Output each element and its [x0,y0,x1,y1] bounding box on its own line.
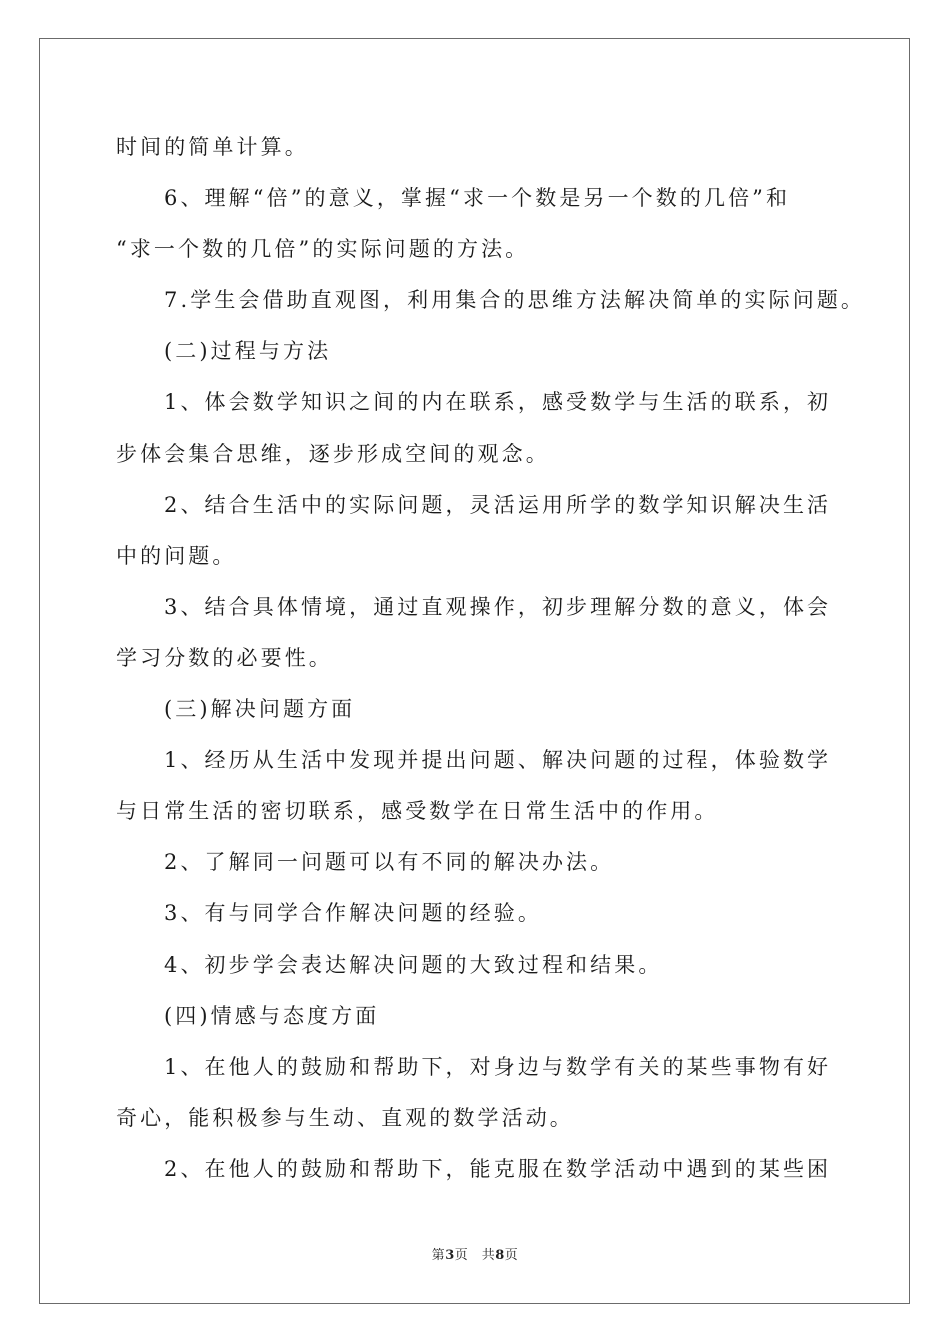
page-label-mid: 页 共 [454,1248,496,1263]
current-page-number: 3 [445,1248,455,1263]
page-label-prefix: 第 [431,1248,446,1263]
text-line: 学习分数的必要性。 [116,645,333,670]
text-line: 1、在他人的鼓励和帮助下，对身边与数学有关的某些事物有好 [164,1054,832,1079]
text-line: 2、了解同一问题可以有不同的解决办法。 [164,850,615,875]
text-line: 2、在他人的鼓励和帮助下，能克服在数学活动中遇到的某些困 [164,1156,832,1181]
text-line: 2、结合生活中的实际问题，灵活运用所学的数学知识解决生活 [164,492,832,517]
section-heading: (二)过程与方法 [164,339,332,364]
text-line: 奇心，能积极参与生动、直观的数学活动。 [116,1105,574,1130]
text-line: 6、理解“倍”的意义，掌握“求一个数是另一个数的几倍”和 [164,186,791,211]
text-line: 时间的简单计算。 [116,135,309,159]
text-line: 4、初步学会表达解决问题的大致过程和结果。 [164,952,663,977]
document-body [116,122,866,1195]
text-line: 中的问题。 [116,543,237,568]
text-line: 与日常生活的密切联系，感受数学在日常生活中的作用。 [116,799,719,824]
page-footer [0,1244,950,1263]
text-line: 7.学生会借助直观图，利用集合的思维方法解决简单的实际问题。 [164,288,866,313]
section-heading: (三)解决问题方面 [164,697,356,722]
text-line: 3、结合具体情境，通过直观操作，初步理解分数的意义，体会 [164,594,832,619]
text-line: 1、体会数学知识之间的内在联系，感受数学与生活的联系，初 [164,390,832,415]
text-line: 1、经历从生活中发现并提出问题、解决问题的过程，体验数学 [164,748,832,773]
page-label-suffix: 页 [504,1248,519,1263]
text-line: 3、有与同学合作解决问题的经验。 [164,901,542,926]
section-heading: (四)情感与态度方面 [164,1003,380,1028]
total-page-number: 8 [495,1248,505,1263]
text-line: 步体会集合思维，逐步形成空间的观念。 [116,441,550,466]
text-line: “求一个数的几倍”的实际问题的方法。 [116,237,530,262]
